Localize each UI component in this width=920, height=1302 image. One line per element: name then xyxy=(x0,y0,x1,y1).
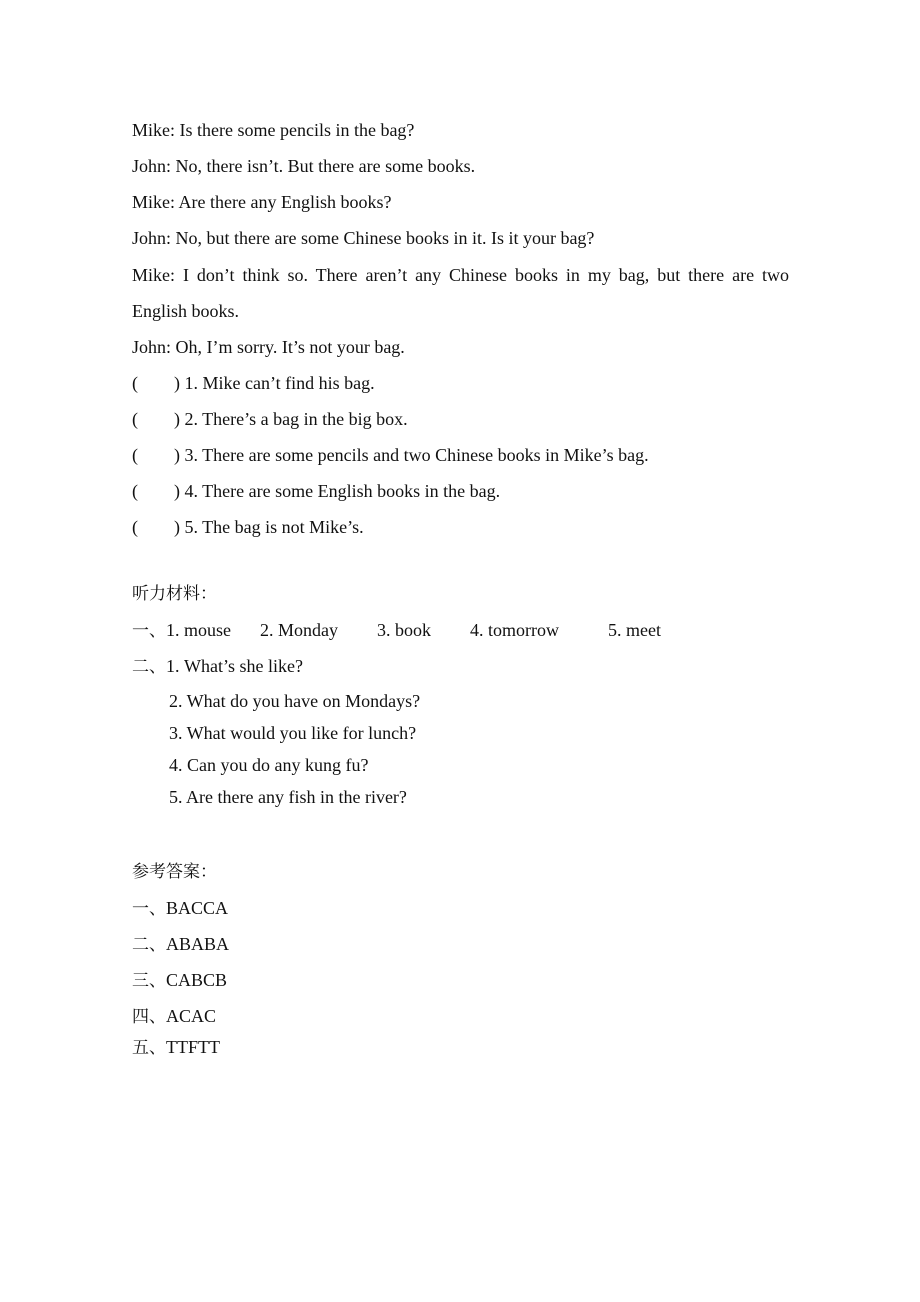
tf-question xyxy=(132,372,375,394)
answer-row xyxy=(132,933,229,956)
listening-question: 2. What do you have on Mondays? xyxy=(169,691,421,711)
answer-blank: ( xyxy=(132,373,138,393)
tf-question xyxy=(132,480,500,502)
dialogue-line: Mike: I don’t think so. There aren’t any Chinese books in my bag, but there are two xyxy=(132,265,789,285)
listening-question: 3. What would you like for lunch? xyxy=(169,723,417,743)
listening-question: 4. Can you do any kung fu? xyxy=(169,755,369,775)
section-prefix: 三、 xyxy=(132,971,166,991)
answer-row xyxy=(132,1036,220,1059)
dialogue-line: English books. xyxy=(132,301,240,321)
answer-blank: ( xyxy=(132,445,138,465)
dialogue-line: John: No, there isn’t. But there are some books. xyxy=(132,156,476,176)
tf-question xyxy=(132,516,364,538)
answer-blank: ( xyxy=(132,517,138,537)
listening-word: 1. mouse xyxy=(166,620,231,640)
question-text: ) 1. Mike can’t find his bag. xyxy=(174,373,375,393)
listening-part2-first xyxy=(132,655,303,678)
section-prefix: 一、 xyxy=(132,899,166,919)
answer-value: CABCB xyxy=(166,970,228,990)
section-prefix: 五、 xyxy=(132,1038,166,1058)
dialogue-line: John: Oh, I’m sorry. It’s not your bag. xyxy=(132,337,405,357)
listening-word: 2. Monday xyxy=(260,620,338,640)
dialogue-line: John: No, but there are some Chinese books in it. Is it your bag? xyxy=(132,228,595,248)
answer-blank: ( xyxy=(132,481,138,501)
listening-question: 5. Are there any fish in the river? xyxy=(169,787,407,807)
dialogue-line: Mike: Are there any English books? xyxy=(132,192,392,212)
section-prefix: 二、 xyxy=(132,935,166,955)
listening-part1 xyxy=(132,619,661,642)
answer-value: TTFTT xyxy=(166,1037,220,1057)
listening-question: 1. What’s she like? xyxy=(166,656,303,676)
answer-blank: ( xyxy=(132,409,138,429)
question-text: ) 2. There’s a bag in the big box. xyxy=(174,409,408,429)
answer-row xyxy=(132,969,227,992)
question-text: ) 3. There are some pencils and two Chinese books in Mike’s bag. xyxy=(174,445,649,465)
answer-row xyxy=(132,1005,216,1028)
answer-value: BACCA xyxy=(166,898,229,918)
listening-word: 3. book xyxy=(377,620,431,640)
answers-heading: 参考答案： xyxy=(132,862,217,882)
question-text: ) 5. The bag is not Mike’s. xyxy=(174,517,364,537)
section-prefix: 四、 xyxy=(132,1007,166,1027)
listening-word: 4. tomorrow xyxy=(470,620,559,640)
listening-heading: 听力材料： xyxy=(132,584,217,604)
section-prefix: 一、 xyxy=(132,621,166,641)
tf-question xyxy=(132,408,408,430)
tf-question xyxy=(132,444,649,466)
question-text: ) 4. There are some English books in the bag. xyxy=(174,481,501,501)
dialogue-line: Mike: Is there some pencils in the bag? xyxy=(132,120,415,140)
answer-value: ACAC xyxy=(166,1006,217,1026)
section-prefix: 二、 xyxy=(132,657,166,677)
answer-row xyxy=(132,897,228,920)
answer-value: ABABA xyxy=(166,934,230,954)
listening-word: 5. meet xyxy=(608,620,661,640)
